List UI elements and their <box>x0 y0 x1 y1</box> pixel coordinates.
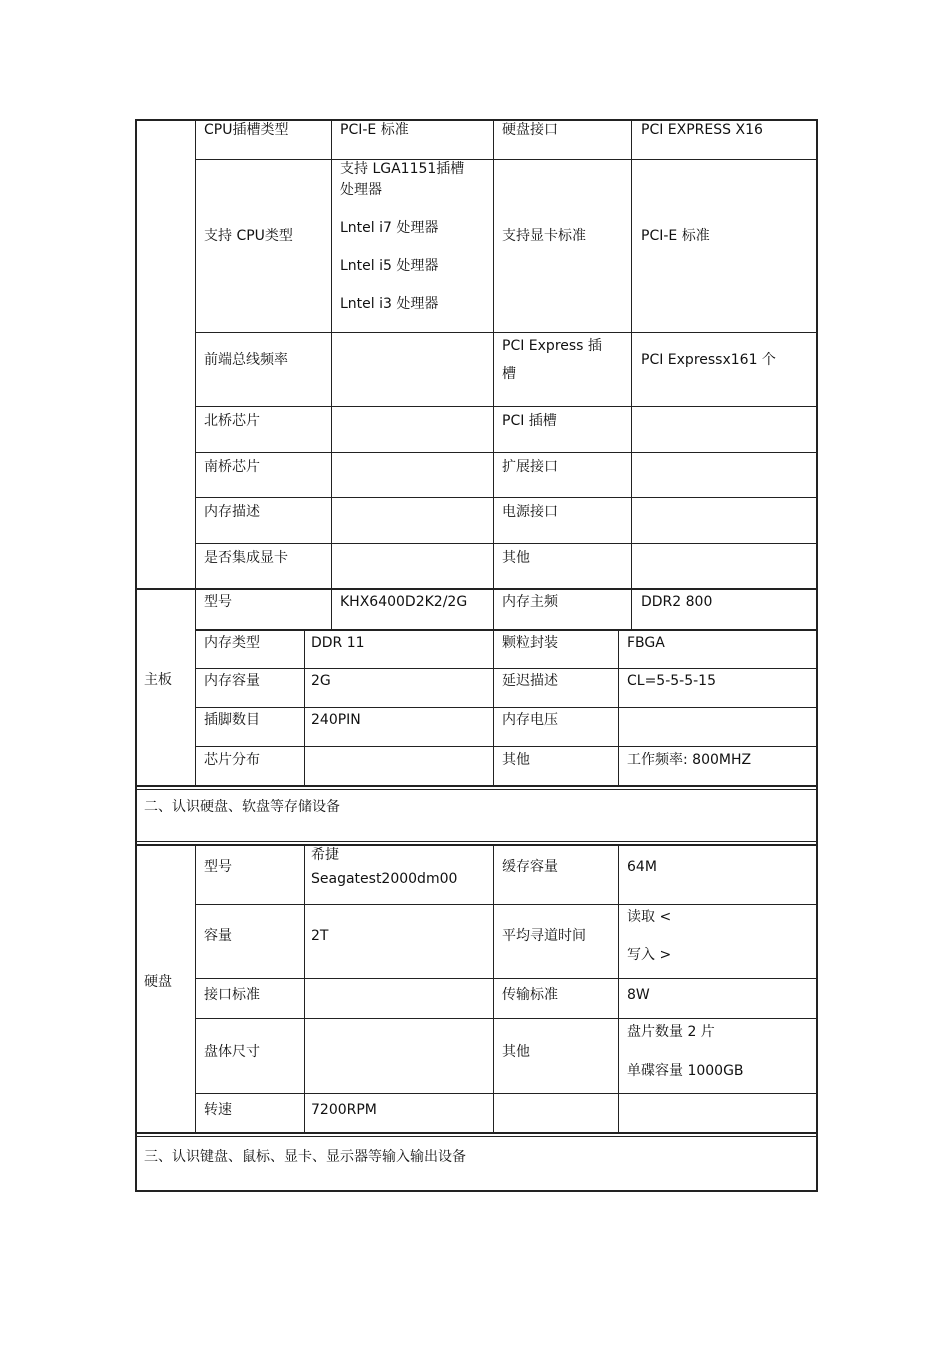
section-line <box>136 1132 818 1134</box>
col-line <box>304 630 305 786</box>
row-line <box>196 629 817 631</box>
col-line <box>331 589 332 630</box>
cell-label: 缓存容量 <box>502 859 558 875</box>
row-line <box>196 452 817 453</box>
cell-label: PCI 插槽 <box>502 413 557 429</box>
cell-value: 读取 < <box>627 909 672 925</box>
cell-value: PCI Expressx161 个 <box>641 352 776 368</box>
col-line <box>631 119 632 589</box>
cell-value: FBGA <box>627 635 665 651</box>
cell-value: PCI-E 标准 <box>340 122 409 138</box>
cell-value: PCI-E 标准 <box>641 228 710 244</box>
cell-label: 内存主频 <box>502 594 558 610</box>
cpu-support-line: Lntel i7 处理器 <box>340 220 439 236</box>
cell-label: CPU插槽类型 <box>204 122 289 138</box>
cell-label: 其他 <box>502 550 530 566</box>
cell-label: 内存容量 <box>204 673 260 689</box>
cell-label: 颗粒封装 <box>502 635 558 651</box>
cell-value: 2G <box>311 673 331 689</box>
cell-label: 容量 <box>204 928 232 944</box>
cell-label: 前端总线频率 <box>204 352 288 368</box>
row-line <box>196 1093 817 1094</box>
cell-value: PCI EXPRESS X16 <box>641 122 763 138</box>
cpu-support-line: Lntel i5 处理器 <box>340 258 439 274</box>
row-line <box>196 497 817 498</box>
cell-label: 扩展接口 <box>502 459 558 475</box>
section-line <box>136 841 818 842</box>
row-line <box>196 406 817 407</box>
cell-label: 北桥芯片 <box>204 413 260 429</box>
cell-label: 延迟描述 <box>502 673 558 689</box>
cell-value: DDR2 800 <box>641 594 713 610</box>
cell-value: DDR 11 <box>311 635 365 651</box>
cell-value: CL=5-5-5-15 <box>627 673 716 689</box>
section-title: 三、认识键盘、鼠标、显卡、显示器等输入输出设备 <box>144 1149 466 1165</box>
cell-value: 希捷 <box>311 847 339 863</box>
cell-value: 240PIN <box>311 712 361 728</box>
col-line <box>493 119 494 589</box>
section-line <box>136 785 818 787</box>
col-line <box>195 589 196 786</box>
cell-label: 转速 <box>204 1102 232 1118</box>
cpu-support-line: 支持 LGA1151插槽 <box>340 161 465 177</box>
cell-value: 盘片数量 2 片 <box>627 1024 715 1040</box>
row-line <box>196 159 817 160</box>
cell-label: 平均寻道时间 <box>502 928 586 944</box>
cell-value: 单碟容量 1000GB <box>627 1063 744 1079</box>
col-line <box>618 630 619 786</box>
row-line <box>196 707 817 708</box>
cell-label: 接口标准 <box>204 987 260 1003</box>
cell-label: 是否集成显卡 <box>204 550 288 566</box>
cell-label: 内存描述 <box>204 504 260 520</box>
col-line <box>631 589 632 630</box>
cell-label: 型号 <box>204 594 232 610</box>
cell-value: 8W <box>627 987 650 1003</box>
section-line <box>136 844 818 846</box>
group-label: 硬盘 <box>144 974 172 990</box>
cell-label: 芯片分布 <box>204 752 260 768</box>
cell-value: 7200RPM <box>311 1102 377 1118</box>
group-label: 主板 <box>144 672 172 688</box>
section-line <box>136 789 818 790</box>
col-line <box>493 845 494 1133</box>
row-line <box>196 543 817 544</box>
col-line <box>195 845 196 1133</box>
table-border-right <box>816 119 818 1192</box>
cell-value: 2T <box>311 928 329 944</box>
cell-value: 工作频率: 800MHZ <box>627 752 752 768</box>
col-line <box>618 845 619 1133</box>
cell-label: 支持 CPU类型 <box>204 228 293 244</box>
cell-label: 内存电压 <box>502 712 558 728</box>
cpu-support-line: Lntel i3 处理器 <box>340 296 439 312</box>
cell-label: 电源接口 <box>502 504 558 520</box>
row-line <box>196 978 817 979</box>
cell-label: 内存类型 <box>204 635 260 651</box>
cell-label: PCI Express 插 <box>502 338 602 354</box>
col-line <box>331 119 332 589</box>
section-title: 二、认识硬盘、软盘等存储设备 <box>144 799 340 815</box>
cell-label: 硬盘接口 <box>502 122 558 138</box>
cell-value: 写入 > <box>627 947 672 963</box>
row-line <box>196 1018 817 1019</box>
cell-label: 传输标准 <box>502 987 558 1003</box>
cell-label: 支持显卡标准 <box>502 228 586 244</box>
col-line <box>304 845 305 1133</box>
row-line <box>196 332 817 333</box>
cell-label: 型号 <box>204 859 232 875</box>
cell-value: KHX6400D2K2/2G <box>340 594 468 610</box>
cell-label: 南桥芯片 <box>204 459 260 475</box>
section-line <box>136 588 818 590</box>
cell-value: Seagatest2000dm00 <box>311 871 458 887</box>
col-line <box>493 589 494 786</box>
section-line <box>136 1136 818 1137</box>
col-line <box>195 119 196 589</box>
table-border-bottom <box>136 1190 818 1192</box>
row-line <box>196 746 817 747</box>
cell-label: 盘体尺寸 <box>204 1044 260 1060</box>
row-line <box>196 668 817 669</box>
row-line <box>196 904 817 905</box>
cell-label: 槽 <box>502 366 516 382</box>
cell-label: 其他 <box>502 1044 530 1060</box>
cell-label: 其他 <box>502 752 530 768</box>
cpu-support-line: 处理器 <box>340 182 382 198</box>
cell-label: 插脚数目 <box>204 712 260 728</box>
cell-value: 64M <box>627 859 657 875</box>
table-border-left <box>135 119 137 1192</box>
